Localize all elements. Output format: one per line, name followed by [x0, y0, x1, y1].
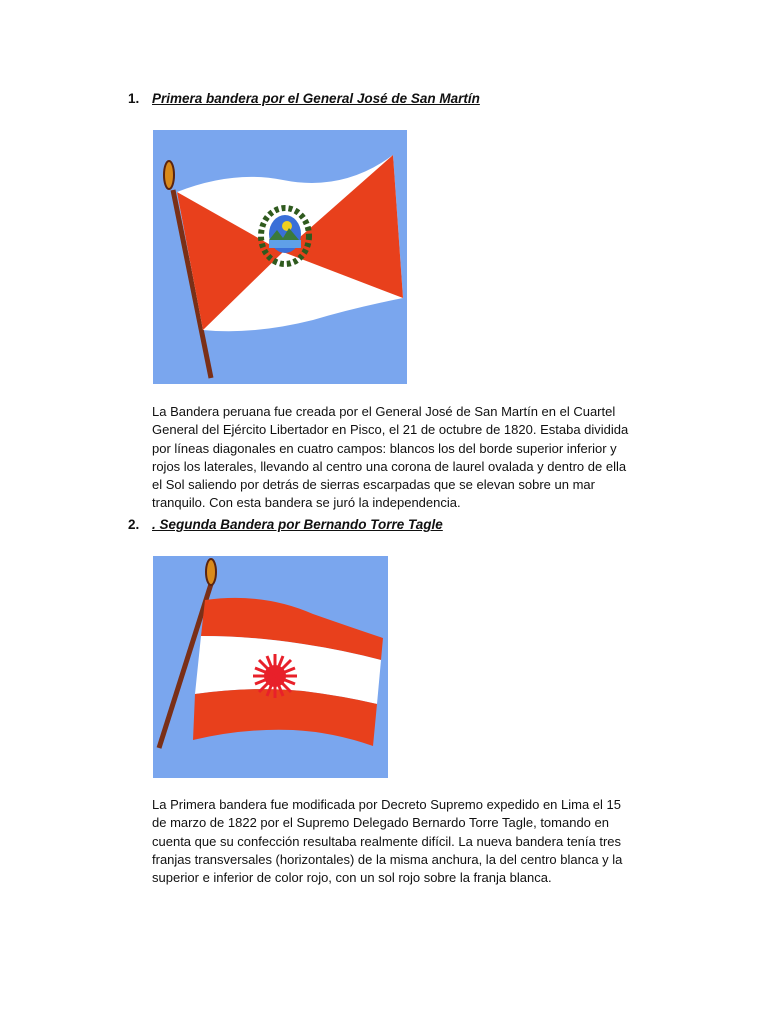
pole-finial	[206, 559, 216, 585]
second-flag-image	[153, 556, 388, 778]
section-2-paragraph	[152, 796, 652, 887]
paragraph-line: La Primera bandera fue modificada por Decreto Supremo expedido en Lima el 15	[152, 797, 621, 812]
paragraph-line: La Bandera peruana fue creada por el General José de San Martín en el Cuartel	[152, 404, 616, 419]
paragraph-line: General del Ejército Libertador en Pisco, el 21 de octubre de 1820. Estaba dividida	[152, 422, 629, 438]
section-2-title: . Segunda Bandera por Bernando Torre Tagle	[152, 517, 443, 532]
paragraph-line: tranquilo. Con esta bandera se juró la independencia.	[152, 495, 461, 511]
paragraph-line: superior e inferior de color rojo, con un sol rojo sobre la franja blanca.	[152, 870, 552, 886]
section-2-heading	[128, 517, 443, 532]
section-1-number: 1.	[128, 91, 140, 106]
red-sun-icon	[253, 654, 297, 698]
paragraph-line: franjas transversales (horizontales) de la misma anchura, la del centro blanca y la	[152, 851, 623, 867]
section-1-heading	[128, 91, 480, 106]
second-flag-illustration	[153, 556, 388, 778]
emblem-sun	[282, 221, 292, 231]
paragraph-line: el Sol saliendo por detrás de sierras escarpadas que se elevan sobre un mar	[152, 477, 595, 493]
emblem-sea	[269, 240, 301, 248]
paragraph-line: rojos los laterales, llevando al centro una corona de laurel ovalada y dentro de ella	[152, 458, 627, 474]
first-flag-image	[153, 130, 407, 384]
paragraph-line: de marzo de 1822 por el Supremo Delegado Bernardo Torre Tagle, tomando en	[152, 815, 609, 831]
section-1-paragraph	[152, 403, 652, 513]
first-flag-illustration	[153, 130, 407, 384]
pole-finial	[164, 161, 174, 189]
paragraph-line: cuenta que su confección resultaba realmente difícil. La nueva bandera tenía tres	[152, 833, 622, 849]
paragraph-line: por líneas diagonales en cuatro campos: blancos los del borde superior inferior y	[152, 440, 617, 456]
section-2-number: 2.	[128, 517, 140, 532]
section-1-title: Primera bandera por el General José de San Martín	[152, 91, 480, 106]
